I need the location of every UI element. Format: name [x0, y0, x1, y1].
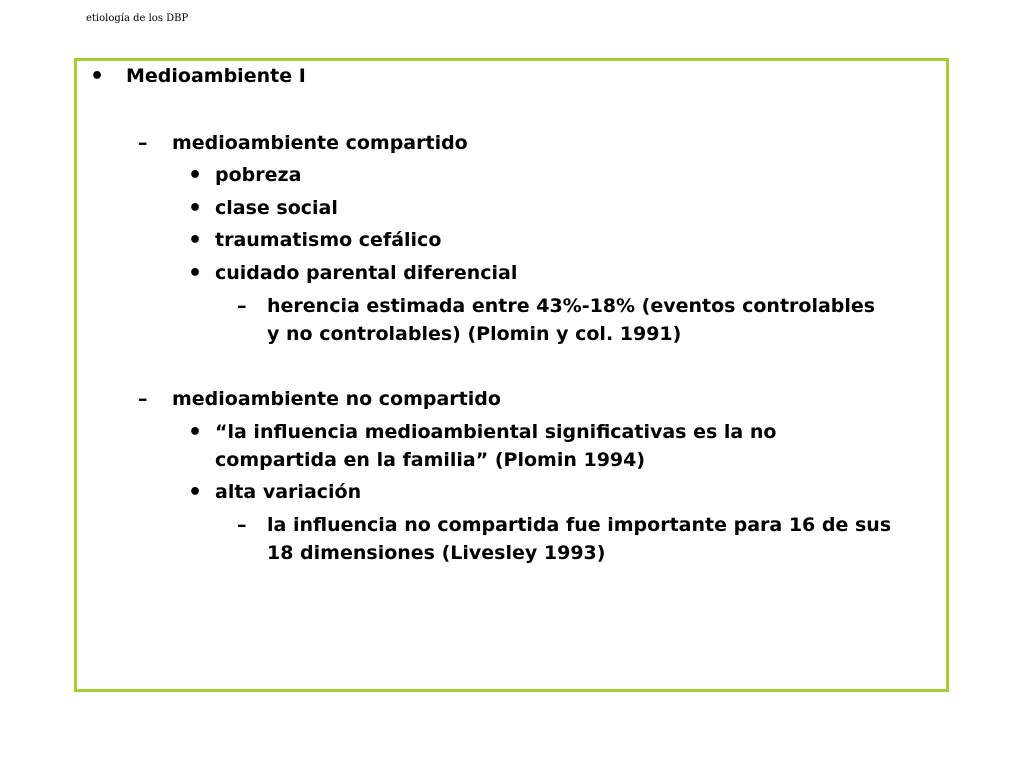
bullet-text: traumatismo cefálico [215, 229, 442, 251]
bullet-item-pobreza [188, 162, 302, 189]
bullet-item-influencia-quote [188, 419, 777, 446]
bullet-marker: • [90, 64, 105, 89]
dash-marker: – [237, 295, 247, 317]
bullet-text: alta variación [215, 481, 362, 503]
subheading-medioambiente-compartido [138, 130, 468, 157]
sub-bullet-text: herencia estimada entre 43%-18% (eventos controlables [267, 295, 876, 317]
bullet-marker: • [188, 163, 203, 188]
bullet-text: Medioambiente I [126, 65, 306, 87]
bullet-marker: • [188, 261, 203, 286]
subheading-medioambiente-no-compartido [138, 386, 501, 413]
bullet-marker: • [188, 480, 203, 505]
bullet-item-clase-social [188, 195, 338, 222]
sub-bullet-text-continuation: y no controlables) (Plomin y col. 1991) [267, 323, 682, 345]
sub-bullet-herencia [237, 293, 876, 320]
bullet-item-alta-variacion [188, 479, 362, 506]
bullet-item-cuidado-parental [188, 260, 518, 287]
bullet-text: “la influencia medioambiental significativas es la no [215, 421, 777, 443]
dash-marker: – [138, 132, 148, 154]
sub-bullet-text-continuation: 18 dimensiones (Livesley 1993) [267, 542, 606, 564]
bullet-text: cuidado parental diferencial [215, 262, 518, 284]
bullet-item-medioambiente [90, 63, 306, 90]
bullet-marker: • [188, 420, 203, 445]
sub-bullet-herencia-continuation [267, 321, 681, 348]
bullet-item-influencia-continuation [215, 447, 645, 474]
bullet-marker: • [188, 196, 203, 221]
slide-header-title: etiología de los DBP [86, 13, 189, 24]
dash-marker: – [138, 388, 148, 410]
subheading-text: medioambiente compartido [172, 132, 468, 154]
subheading-text: medioambiente no compartido [172, 388, 501, 410]
dash-marker: – [237, 514, 247, 536]
bullet-item-traumatismo [188, 227, 442, 254]
sub-bullet-text: la influencia no compartida fue importante para 16 de sus [267, 514, 892, 536]
bullet-text: clase social [215, 197, 338, 219]
sub-bullet-influencia-continuation [267, 540, 605, 567]
sub-bullet-influencia-no-compartida [237, 512, 892, 539]
bullet-text: pobreza [215, 164, 302, 186]
bullet-text-continuation: compartida en la familia” (Plomin 1994) [215, 449, 646, 471]
bullet-marker: • [188, 228, 203, 253]
